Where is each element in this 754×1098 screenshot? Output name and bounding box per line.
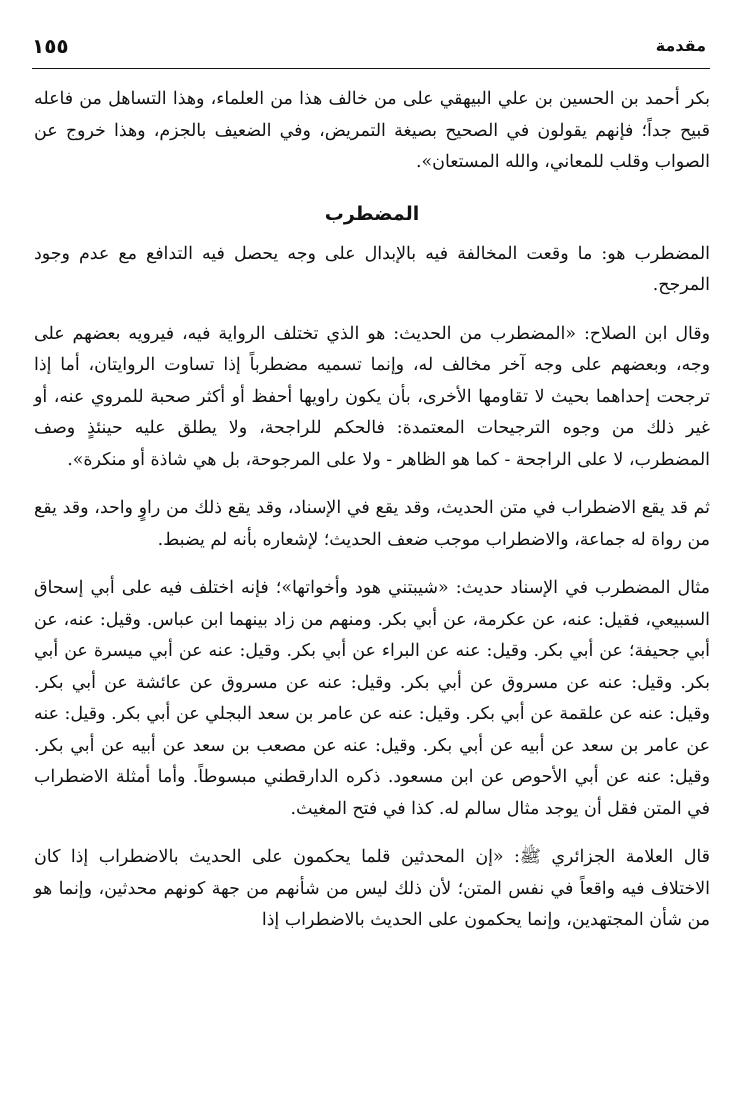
page-body: [34, 84, 710, 937]
page-number: ١٥٥: [32, 34, 69, 58]
paragraph-jazairi: قال العلامة الجزائري ﷺ: «إن المحدثين قلما يحكمون على الحديث بالاضطراب إذا كان الاختلاف فيه واقعاً في نفس المتن؛ لأن ذلك ليس من شأنهم من جهة كونهم محدثين، وإنما هو من شأن المجتهدين، وإنما يحكمون على الحديث بالاضطراب إذا: [34, 847, 710, 930]
paragraph-example: مثال المضطرب في الإسناد حديث: «شيبتني هود وأخواتها»؛ فإنه اختلف فيه على أبي إسحاق السبيعي، فقيل: عنه، عن عكرمة، عن أبي بكر. ومنهم من زاد بينهما ابن عباس. وقيل: عنه، عن أبي جحيفة؛ عن أبي بكر. وقيل: عنه عن البراء عن أبي بكر. وقيل: عنه عن أبي ميسرة عن أبي بكر. وقيل: عنه عن مسروق عن أبي بكر. وقيل: عنه عن مسروق عن عائشة عن أبي بكر. وقيل: عنه عن علقمة عن أبي بكر. وقيل: عنه عن عامر بن سعد البجلي عن أبي بكر. وقيل: عنه عن عامر بن سعد عن أبيه عن أبي بكر. وقيل: عنه عن مصعب بن سعد عن أبيه عن أبي بكر. وقيل: عنه عن أبي الأحوص عن ابن مسعود. ذكره الدارقطني مبسوطاً. وأما أمثلة الاضطراب في المتن فقل أن يوجد مثال سالم له. كذا في فتح المغيث.: [34, 578, 710, 819]
paragraph-bayhaqi-quote: بكر أحمد بن الحسين بن علي البيهقي على من خالف هذا من العلماء، وهذا التساهل من فاعله قبيح جداً؛ فإنهم يقولون في الصحيح بصيغة التمريض، وفي الضعيف بالجزم، وهذا خروج عن الصواب وقلب للمعاني، والله المستعان».: [34, 89, 710, 172]
header-rule: [32, 68, 710, 69]
paragraph-definition: المضطرب هو: ما وقعت المخالفة فيه بالإبدال على وجه يحصل فيه التدافع مع عدم وجود المرجح.: [34, 243, 710, 295]
page-header: [32, 34, 706, 64]
paragraph-types: ثم قد يقع الاضطراب في متن الحديث، وقد يقع في الإسناد، وقد يقع ذلك من راوٍ واحد، وقد يقع من رواة له جماعة، والاضطراب موجب ضعف الحديث؛ لإشعاره بأنه لم يضبط.: [34, 498, 710, 550]
section-heading: المضطرب: [324, 202, 420, 225]
running-title: مقدمة: [655, 36, 706, 55]
paragraph-ibn-salah: وقال ابن الصلاح: «المضطرب من الحديث: هو الذي تختلف الرواية فيه، فيرويه بعضهم على وجه، وبعضهم على وجه آخر مخالف له، وإنما تسميه مضطرباً إذا تساوت الروايتان، أما إذا ترجحت إحداهما بحيث لا تقاومها الأخرى، بأن يكون راويها أحفظ أو أكثر صحبة للمروي عنه، أو غير ذلك من وجوه الترجيحات المعتمدة: فالحكم للراجحة، ولا يطلق عليه حينئذٍ وصف المضطرب، لا على الراجحة - كما هو الظاهر - ولا على المرجوحة، بل هي شاذة أو منكرة».: [34, 323, 710, 470]
